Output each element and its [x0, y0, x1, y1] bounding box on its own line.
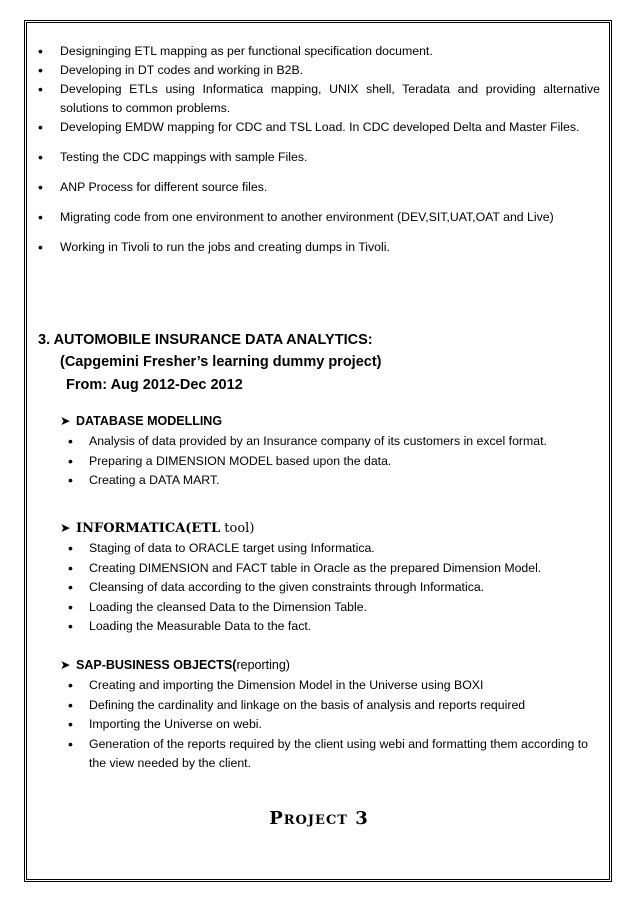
page-footer-label: Project 3 — [269, 808, 369, 829]
section-label-suffix: reporting) — [236, 658, 290, 672]
database-modelling-list — [68, 432, 588, 491]
section-label: SAP-BUSINESS OBJECTS( — [76, 658, 237, 672]
list-item: • Importing the Universe on webi. — [68, 715, 588, 735]
list-item: • Testing the CDC mappings with sample Files. — [38, 148, 600, 167]
sap-business-objects-list — [68, 676, 588, 774]
list-item: • Defining the cardinality and linkage on the basis of analysis and reports required — [68, 696, 588, 716]
arrow-bullet-icon: ➤ — [60, 521, 71, 535]
list-item: • Creating a DATA MART. — [68, 471, 588, 491]
project-duration: From: Aug 2012-Dec 2012 — [66, 377, 243, 393]
list-item: • Developing ETLs using Informatica mapping, UNIX shell, Teradata and providing alternative solutions to common problems. — [38, 80, 600, 118]
list-item: • Developing in DT codes and working in B2B. — [38, 61, 600, 80]
project-subtitle: (Capgemini Fresher’s learning dummy project) — [60, 354, 382, 370]
section-label-suffix: tool) — [220, 521, 255, 536]
section-informatica — [60, 519, 254, 538]
section-database-modelling — [60, 412, 222, 430]
section-label: DATABASE MODELLING — [76, 414, 223, 428]
list-item: • ANP Process for different source files. — [38, 178, 600, 197]
project-title: 3. AUTOMOBILE INSURANCE DATA ANALYTICS: — [38, 332, 373, 348]
arrow-bullet-icon: ➤ — [60, 658, 71, 672]
arrow-bullet-icon: ➤ — [60, 414, 71, 428]
list-item: • Loading the Measurable Data to the fact. — [68, 617, 588, 637]
list-item: • Cleansing of data according to the given constraints through Informatica. — [68, 578, 588, 598]
list-item: • Developing EMDW mapping for CDC and TSL Load. In CDC developed Delta and Master Files. — [38, 118, 600, 137]
list-item: • Analysis of data provided by an Insurance company of its customers in excel format. — [68, 432, 588, 452]
list-item: • Loading the cleansed Data to the Dimension Table. — [68, 598, 588, 618]
section-sap-business-objects — [60, 656, 290, 674]
list-item: • Migrating code from one environment to another environment (DEV,SIT,UAT,OAT and Live) — [38, 208, 600, 227]
list-item: • Designinging ETL mapping as per functional specification document. — [38, 42, 600, 61]
list-item: • Preparing a DIMENSION MODEL based upon the data. — [68, 452, 588, 472]
list-item: • Creating DIMENSION and FACT table in Oracle as the prepared Dimension Model. — [68, 559, 588, 579]
responsibilities-list — [38, 42, 600, 257]
informatica-list — [68, 539, 588, 637]
list-item: • Creating and importing the Dimension Model in the Universe using BOXI — [68, 676, 588, 696]
list-item: • Generation of the reports required by the client using webi and formatting them according to the view needed by the client. — [68, 735, 588, 774]
section-label: INFORMATICA(ETL — [76, 521, 221, 536]
list-item: • Staging of data to ORACLE target using Informatica. — [68, 539, 588, 559]
list-item: • Working in Tivoli to run the jobs and creating dumps in Tivoli. — [38, 238, 600, 257]
